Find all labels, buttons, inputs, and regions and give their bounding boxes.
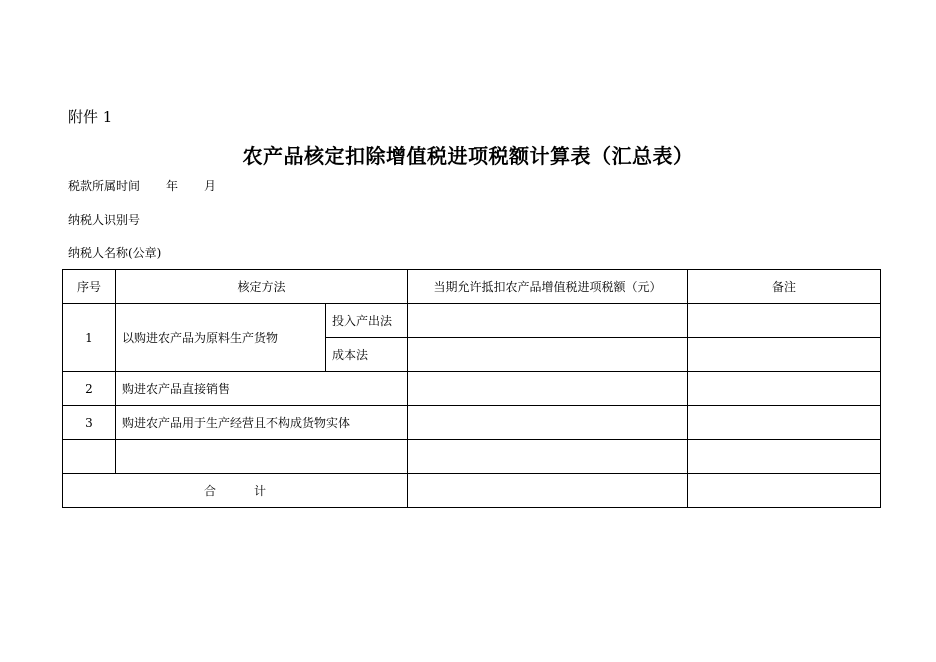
row-method: 购进农产品直接销售 [116,372,408,406]
row-method: 购进农产品用于生产经营且不构成货物实体 [116,406,408,440]
amount-cell[interactable] [408,406,688,440]
amount-cell[interactable] [408,338,688,372]
remark-cell[interactable] [688,440,881,474]
remark-cell[interactable] [688,338,881,372]
tax-period-line [68,177,216,194]
total-char-1: 合 [203,484,216,498]
table-header-row [63,270,881,304]
table-row [63,372,881,406]
empty-seq-cell[interactable] [63,440,116,474]
row-method: 以购进农产品为原料生产货物 [116,304,326,372]
year-label: 年 [166,179,179,193]
tax-period-label: 税款所属时间 [68,179,141,193]
amount-cell[interactable] [408,372,688,406]
remark-cell[interactable] [688,406,881,440]
taxpayer-id-label: 纳税人识别号 [68,213,141,227]
row-seq: 1 [63,304,116,372]
page-title: 农产品核定扣除增值税进项税额计算表（汇总表） [242,144,694,168]
header-amount: 当期允许抵扣农产品增值税进项税额（元） [408,270,688,304]
attachment-label: 附件 1 [68,108,113,126]
row-seq: 3 [63,406,116,440]
total-row [63,474,881,508]
table-row-empty [63,440,881,474]
amount-cell[interactable] [408,440,688,474]
table-row [63,406,881,440]
total-label [63,474,408,508]
total-remark-cell[interactable] [688,474,881,508]
row-seq: 2 [63,372,116,406]
total-char-2: 计 [254,484,267,498]
total-amount-cell[interactable] [408,474,688,508]
amount-cell[interactable] [408,304,688,338]
empty-method-cell[interactable] [116,440,408,474]
month-label: 月 [204,179,217,193]
sub-method-input-output: 投入产出法 [326,304,408,338]
remark-cell[interactable] [688,304,881,338]
remark-cell[interactable] [688,372,881,406]
table-row [63,304,881,338]
header-seq: 序号 [63,270,116,304]
sub-method-cost: 成本法 [326,338,408,372]
taxpayer-name-label: 纳税人名称(公章) [68,246,162,260]
calculation-table [62,269,881,508]
header-remark: 备注 [688,270,881,304]
header-method: 核定方法 [116,270,408,304]
